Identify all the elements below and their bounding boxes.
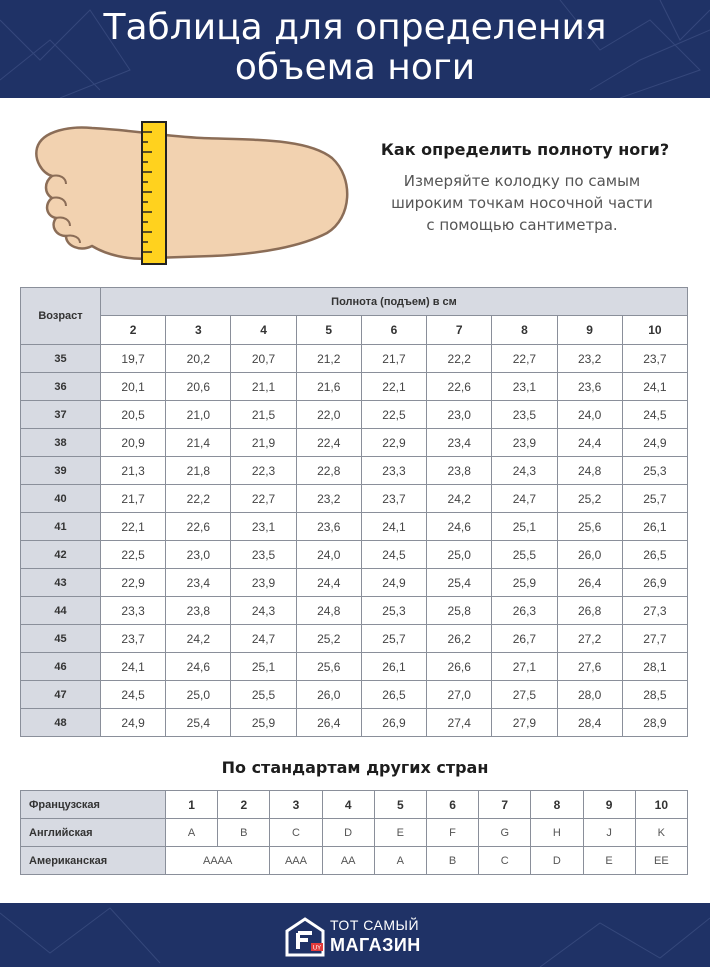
age-cell: 45 [21,625,101,653]
value-cell: 22,6 [166,513,231,541]
logo-badge: UY [312,945,322,952]
column-header: 8 [492,316,557,345]
english-size-cell: D [322,819,374,847]
value-cell: 23,6 [557,373,622,401]
column-header: 5 [296,316,361,345]
value-cell: 21,5 [231,401,296,429]
value-cell: 23,7 [101,625,166,653]
table-row [21,625,688,653]
header-banner [0,0,710,98]
french-size-cell: 1 [166,791,218,819]
value-cell: 23,8 [166,597,231,625]
value-cell: 21,7 [101,485,166,513]
value-cell: 21,2 [296,345,361,373]
value-cell: 26,4 [296,709,361,737]
column-header: 4 [231,316,296,345]
french-size-cell: 7 [479,791,531,819]
english-row [21,819,688,847]
value-cell: 26,6 [427,653,492,681]
value-cell: 27,9 [492,709,557,737]
column-header: 10 [622,316,687,345]
column-header: 7 [427,316,492,345]
value-cell: 27,6 [557,653,622,681]
value-cell: 20,7 [231,345,296,373]
value-cell: 25,7 [622,485,687,513]
value-cell: 25,8 [427,597,492,625]
age-cell: 38 [21,429,101,457]
value-cell: 25,4 [166,709,231,737]
age-cell: 42 [21,541,101,569]
age-cell: 36 [21,373,101,401]
fullness-header: Полнота (подъем) в см [101,288,688,316]
table-row [21,457,688,485]
value-cell: 25,2 [296,625,361,653]
age-cell: 43 [21,569,101,597]
value-cell: 24,2 [166,625,231,653]
international-standards-table [20,790,688,875]
american-row [21,847,688,875]
table-row [21,681,688,709]
value-cell: 24,5 [101,681,166,709]
logo-text-bottom: МАГАЗИН [330,935,421,955]
value-cell: 24,6 [166,653,231,681]
value-cell: 23,4 [166,569,231,597]
age-cell: 48 [21,709,101,737]
value-cell: 27,4 [427,709,492,737]
value-cell: 24,5 [361,541,426,569]
value-cell: 20,9 [101,429,166,457]
value-cell: 25,5 [492,541,557,569]
other-standards-title: По стандартам других стран [221,758,489,777]
french-size-cell: 2 [218,791,270,819]
table-row [21,401,688,429]
value-cell: 24,1 [622,373,687,401]
value-cell: 26,1 [622,513,687,541]
value-cell: 24,4 [557,429,622,457]
value-cell: 26,5 [361,681,426,709]
american-size-cell: AA [322,847,374,875]
fullness-table [20,287,688,737]
column-header: 2 [101,316,166,345]
value-cell: 20,6 [166,373,231,401]
value-cell: 22,7 [231,485,296,513]
value-cell: 27,2 [557,625,622,653]
american-size-cell: C [479,847,531,875]
measure-question: Как определить полноту ноги? [380,140,670,159]
value-cell: 28,4 [557,709,622,737]
value-cell: 23,4 [427,429,492,457]
value-cell: 22,6 [427,373,492,401]
value-cell: 26,0 [557,541,622,569]
table-row [21,345,688,373]
value-cell: 19,7 [101,345,166,373]
age-cell: 39 [21,457,101,485]
age-cell: 47 [21,681,101,709]
value-cell: 26,9 [361,709,426,737]
age-cell: 44 [21,597,101,625]
american-size-cell: B [426,847,478,875]
value-cell: 21,1 [231,373,296,401]
french-size-cell: 5 [374,791,426,819]
value-cell: 28,0 [557,681,622,709]
value-cell: 23,1 [492,373,557,401]
value-cell: 21,8 [166,457,231,485]
value-cell: 25,0 [166,681,231,709]
age-cell: 35 [21,345,101,373]
value-cell: 24,2 [427,485,492,513]
american-size-cell: AAAA [166,847,270,875]
value-cell: 23,9 [492,429,557,457]
value-cell: 27,3 [622,597,687,625]
value-cell: 21,3 [101,457,166,485]
value-cell: 25,6 [557,513,622,541]
value-cell: 24,1 [361,513,426,541]
value-cell: 26,8 [557,597,622,625]
value-cell: 23,3 [361,457,426,485]
value-cell: 23,1 [231,513,296,541]
row-label: Французская [21,791,166,819]
value-cell: 22,5 [101,541,166,569]
value-cell: 25,4 [427,569,492,597]
value-cell: 22,1 [361,373,426,401]
fullness-columns-row [21,316,688,345]
value-cell: 24,5 [622,401,687,429]
english-size-cell: C [270,819,322,847]
american-size-cell: D [531,847,583,875]
value-cell: 25,3 [622,457,687,485]
value-cell: 23,9 [231,569,296,597]
table-row [21,569,688,597]
value-cell: 24,3 [231,597,296,625]
value-cell: 21,6 [296,373,361,401]
value-cell: 21,9 [231,429,296,457]
value-cell: 22,8 [296,457,361,485]
value-cell: 28,1 [622,653,687,681]
value-cell: 28,5 [622,681,687,709]
table-row [21,373,688,401]
value-cell: 24,7 [492,485,557,513]
value-cell: 24,6 [427,513,492,541]
value-cell: 21,4 [166,429,231,457]
table-row [21,513,688,541]
value-cell: 24,7 [231,625,296,653]
value-cell: 25,7 [361,625,426,653]
value-cell: 25,6 [296,653,361,681]
table-row [21,485,688,513]
value-cell: 26,2 [427,625,492,653]
value-cell: 22,4 [296,429,361,457]
value-cell: 25,9 [231,709,296,737]
value-cell: 23,0 [166,541,231,569]
footer-banner [0,903,710,967]
value-cell: 20,1 [101,373,166,401]
table-row [21,653,688,681]
value-cell: 24,3 [492,457,557,485]
age-cell: 37 [21,401,101,429]
english-size-cell: A [166,819,218,847]
value-cell: 23,0 [427,401,492,429]
english-size-cell: F [426,819,478,847]
value-cell: 24,4 [296,569,361,597]
value-cell: 27,1 [492,653,557,681]
french-size-cell: 6 [426,791,478,819]
value-cell: 28,9 [622,709,687,737]
english-size-cell: H [531,819,583,847]
value-cell: 24,1 [101,653,166,681]
value-cell: 25,0 [427,541,492,569]
value-cell: 25,3 [361,597,426,625]
value-cell: 20,2 [166,345,231,373]
age-header: Возраст [21,288,101,345]
value-cell: 23,2 [296,485,361,513]
value-cell: 24,9 [361,569,426,597]
page-title: Таблица для определения объема ноги [103,7,607,88]
value-cell: 22,3 [231,457,296,485]
english-size-cell: E [374,819,426,847]
value-cell: 21,0 [166,401,231,429]
value-cell: 23,3 [101,597,166,625]
logo-text-top: ТОТ САМЫЙ [330,917,420,933]
value-cell: 26,4 [557,569,622,597]
french-size-cell: 9 [583,791,635,819]
value-cell: 20,5 [101,401,166,429]
value-cell: 26,1 [361,653,426,681]
value-cell: 23,6 [296,513,361,541]
value-cell: 22,2 [166,485,231,513]
value-cell: 26,7 [492,625,557,653]
table-row [21,541,688,569]
row-label: Американская [21,847,166,875]
french-row [21,791,688,819]
store-logo-icon [285,917,325,957]
value-cell: 25,1 [492,513,557,541]
table-row [21,709,688,737]
value-cell: 22,7 [492,345,557,373]
value-cell: 23,5 [492,401,557,429]
value-cell: 24,0 [296,541,361,569]
american-size-cell: EE [635,847,687,875]
age-cell: 40 [21,485,101,513]
value-cell: 27,0 [427,681,492,709]
value-cell: 25,5 [231,681,296,709]
value-cell: 22,2 [427,345,492,373]
value-cell: 24,8 [557,457,622,485]
english-size-cell: B [218,819,270,847]
english-size-cell: K [635,819,687,847]
value-cell: 25,1 [231,653,296,681]
value-cell: 24,9 [101,709,166,737]
american-size-cell: AAA [270,847,322,875]
value-cell: 22,9 [361,429,426,457]
english-size-cell: J [583,819,635,847]
value-cell: 26,9 [622,569,687,597]
column-header: 6 [361,316,426,345]
american-size-cell: E [583,847,635,875]
value-cell: 23,2 [557,345,622,373]
column-header: 3 [166,316,231,345]
table-row [21,597,688,625]
french-size-cell: 4 [322,791,374,819]
row-label: Английская [21,819,166,847]
french-size-cell: 3 [270,791,322,819]
value-cell: 22,1 [101,513,166,541]
value-cell: 25,2 [557,485,622,513]
value-cell: 25,9 [492,569,557,597]
value-cell: 21,7 [361,345,426,373]
value-cell: 24,9 [622,429,687,457]
french-size-cell: 8 [531,791,583,819]
american-size-cell: A [374,847,426,875]
value-cell: 22,9 [101,569,166,597]
value-cell: 27,5 [492,681,557,709]
value-cell: 26,0 [296,681,361,709]
value-cell: 23,7 [622,345,687,373]
foot-with-measuring-tape-icon [32,118,357,268]
english-size-cell: G [479,819,531,847]
measure-instructions: Измеряйте колодку по самым широким точкам носочной части с помощью сантиметра. [391,172,653,234]
table-row [21,429,688,457]
age-cell: 46 [21,653,101,681]
value-cell: 23,8 [427,457,492,485]
age-cell: 41 [21,513,101,541]
value-cell: 23,7 [361,485,426,513]
value-cell: 27,7 [622,625,687,653]
value-cell: 24,8 [296,597,361,625]
value-cell: 26,5 [622,541,687,569]
column-header: 9 [557,316,622,345]
value-cell: 22,5 [361,401,426,429]
french-size-cell: 10 [635,791,687,819]
value-cell: 24,0 [557,401,622,429]
value-cell: 22,0 [296,401,361,429]
value-cell: 23,5 [231,541,296,569]
value-cell: 26,3 [492,597,557,625]
